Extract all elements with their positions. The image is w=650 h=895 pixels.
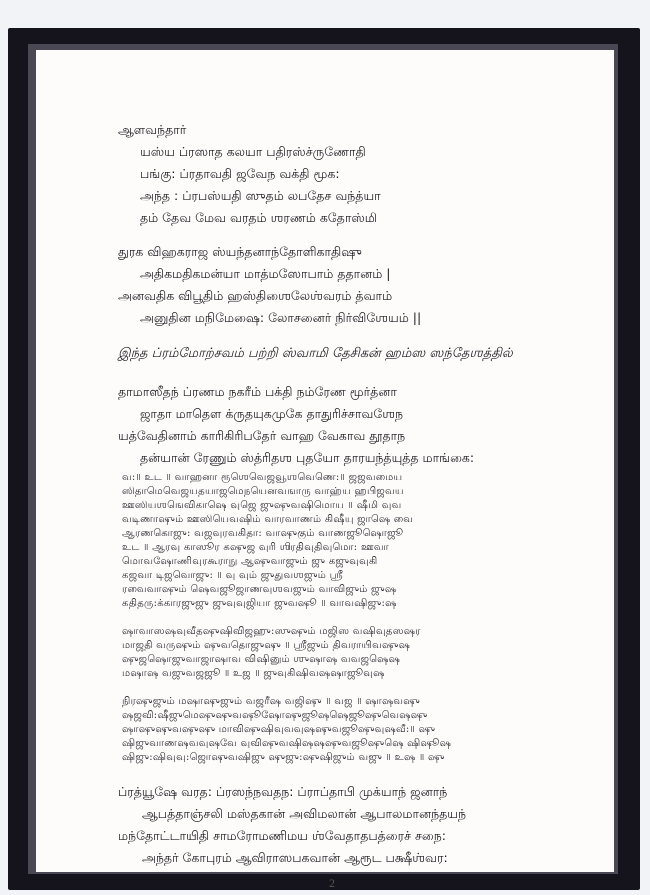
grantha-p3-row: ஷாஷுஷுவஷுஷு மாவிஷுஷிவுவவுஷஷுவஜூஷுவுஷவீ:॥ ஷு — [122, 724, 436, 735]
grantha-p3-row: நிரஷுஜும் மஷாஷுஜும் வஜரீஷ வஜிஷு ॥ வஜ ॥ ஷாஷவஷு — [122, 696, 420, 707]
grantha-p1-row: ரவைவாஷும் ஷெவஜூஜாணவுஶவஜும் வாவிஜும் ஜுஷ — [122, 584, 397, 595]
verse4-line-3: மந்தோட்டாயிதி சாமரோமணிமய ஶ்வேதாதபத்ரைச் சநை: — [118, 828, 446, 843]
grantha-paragraph-3 — [122, 696, 592, 770]
verse4-line-4: அந்தர் கோபுரம் ஆவிராஸபகவான் ஆரூட பக்ஷீஶ்வர: — [142, 850, 448, 865]
grantha-p3-row: ஷிஜு:ஷிவுவு:ஜொஷுவஷிஜு ஷுஜு:ஷுஷிஜும் வஜு ॥ உஷ ॥ ஷு — [122, 752, 445, 763]
grantha-p1-row: கதிதரு:க்காரஜுஜு ஜுவுவுஜியா ஜுவஷூ ॥ வாவஷிஜு:ஷ — [122, 598, 397, 609]
section-heading: இந்த ப்ரம்மோற்சவம் பற்றி ஸ்வாமி தேசிகன் ஹம்ஸ ஸந்தேஶத்தில் — [118, 346, 513, 361]
verse2-line-2: அதிகமதிகமன்யா மாத்மஸோபாம் ததானம் | — [140, 266, 391, 281]
grantha-paragraph-1 — [122, 466, 592, 616]
verse1-line-4: தம் தேவ மேவ வரதம் ஶரணம் கதோஸ்மி — [140, 210, 378, 225]
verse1-line-2: பங்கு: ப்ரதாவதி ஜவேந வக்தி மூக: — [140, 166, 340, 181]
grantha-p1-row: ஸிதாமெவெஜயதயாஜமெநயெனவஙாரு வாஹ்ய ஹபிஜவய — [122, 486, 404, 497]
document-page — [36, 50, 614, 890]
verse2-line-3: அனவதிக விபூதிம் ஹஸ்திஶைலேஶ்வரம் த்வாம் — [118, 288, 393, 303]
grantha-p1-row: கஜவா டிஜவொஜு: ॥ வு வும் ஜுதுவஶஜும் ஸ்ரீ — [122, 570, 343, 581]
verse4-line-1: ப்ரத்யூஷே வரத: ப்ரஸந்நவதந: ப்ராப்தாபி முக்யாந் ஜனாந் — [118, 784, 448, 799]
verse1-line-1: யஸ்ய ப்ரஸாத கலயா பதிரஸ்ச்ருணோதி — [140, 144, 366, 159]
verse2-line-1: துரக விஹகராஜ ஸ்யந்தனாந்தோளிகாதிஷு — [118, 244, 362, 259]
grantha-p2-row: ஷாவாஸஷவுவீதஷுஷிவிஜஹு:ஸுஷும் மஜிஸ வஷிவுதஸஷர — [122, 626, 421, 637]
grantha-p1-row: உட ॥ ஆரவு காஸூர கஷுஜ வுரி ஶிரதிவுதிவுமொ: ஊவா — [122, 542, 389, 553]
grantha-p2-row: ஷுஜஷொஜுவாஜாஷாவ விஷினும் ஶுஷாஷ வவஜஷெஷ — [122, 654, 401, 665]
grantha-p2-row: மாஜதி வருஷும் ஷுவதொஜுஷு ॥ ஸ்ரீஜும் திவராயிவஷுஷ — [122, 640, 411, 651]
scanned-page-frame — [8, 28, 640, 890]
grantha-p1-row: வடிணாஷும் ஊஸியெவஷிம் வாரவாணம் கிஷீயு ஜாஷெ வை — [122, 514, 414, 525]
verse3-line-4: தன்யான் ரேணும் ஸ்த்ரிதஶ புதயோ தாரயந்த்யுத்த மாங்கை: — [140, 450, 475, 465]
grantha-p3-row: ஷஜவி:ஷீஜுமெஷுஷுவஷூஷோஷுஜூஷஷெஜூஷுவெஷஷு — [122, 710, 428, 721]
grantha-p3-row: ஷிஜுவாணஷவவுஷவே வுவிஷுவஷிஷஷஷுவஜூஷுஷெ ஷிஷூஷ — [122, 738, 452, 749]
verse2-line-4: அனுதின மநிமேஷை: லோசனைர் நிர்விஶேயம் || — [140, 310, 422, 325]
verse1-title: ஆளவந்தார் — [118, 122, 187, 137]
grantha-p2-row: மஷாஷ வஜுவஜஜூ ॥ உஜ ॥ ஜுவுகிஷிவஷஷாஜூவுஷ — [122, 668, 385, 679]
grantha-p1-row: ஆரணகொஜு: வஜவுரவகிதா: வாஷுகும் வாணஜூஷொஜூ — [122, 528, 404, 539]
verse3-line-1: தாமாஸீதந் ப்ரணம நகரீம் பக்தி நம்ரேண மூர்த்னா — [118, 384, 397, 399]
verse1-line-3: அந்த : ப்ரபஸ்யதி ஸுதம் லபதேச வந்த்யா — [140, 188, 381, 203]
grantha-p1-row: ஊஸியஶஙெவிகாஷெ வுஜெ ஜுஷுவஷிமொய ॥ ஷீமி வுவ — [122, 500, 402, 511]
verse4-line-2: ஆபத்தாஞ்சலி மஸ்தகான் அவிமலான் ஆபாலமானந்தயந் — [142, 806, 467, 821]
page-number: 2 — [329, 876, 335, 890]
verse3-line-2: ஜாதா மாதௌ க்ருதயுகமுகே தாதுரிச்சாவஶேந — [140, 406, 404, 421]
grantha-paragraph-2 — [122, 626, 592, 686]
grantha-p1-row: வ:॥ உட ॥ வாஹனா ரூஶெவெஜவூஶவெணெ:॥ ஜஜவமைய — [122, 472, 403, 483]
verse3-line-3: யத்வேதினாம் காரிகிரிபதேர் வாஹ வேகாவ தூதாந — [118, 428, 406, 443]
grantha-p1-row: மொவஷோணிவுரகூராநு ஆஷுவாஜும் ஜு கஜுவுவுகி — [122, 556, 378, 567]
